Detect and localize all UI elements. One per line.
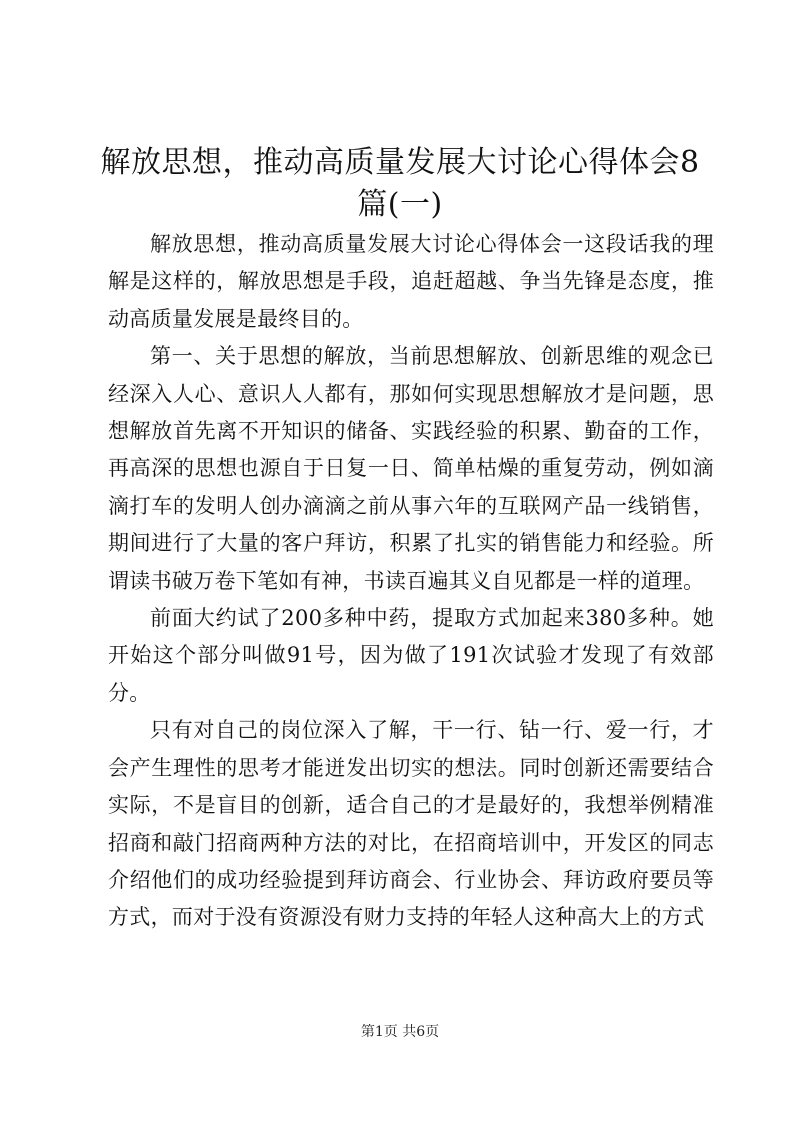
paragraph: 解放思想，推动高质量发展大讨论心得体会一这段话我的理解是这样的，解放思想是手段，追赶超越、争当先锋是态度，推动高质量发展是最终目的。 — [108, 232, 714, 331]
page-footer: 第1页 共6页 — [360, 1024, 440, 1040]
paragraph: 前面大约试了200多种中药，提取方式加起来380多种。她开始这个部分叫做91号，因为做了191次试验才发现了有效部分。 — [108, 606, 714, 705]
document-body — [108, 226, 714, 937]
paragraph: 只有对自己的岗位深入了解，干一行、钻一行、爱一行，才会产生理性的思考才能迸发出切实的想法。同时创新还需要结合实际，不是盲目的创新，适合自己的才是最好的，我想举例精准招商和敲门招商两种方法的对比，在招商培训中，开发区的同志介绍他们的成功经验提到拜访商会、行业协会、拜访政府要员等方式，而对于没有资源没有财力支持的年轻人这种高大上的方式 — [108, 718, 714, 930]
paragraph: 第一、关于思想的解放，当前思想解放、创新思维的观念已经深入人心、意识人人都有，那如何实现思想解放才是问题，思想解放首先离不开知识的储备、实践经验的积累、勤奋的工作，再高深的思想也源自于日复一日、简单枯燥的重复劳动，例如滴滴打车的发明人创办滴滴之前从事六年的互联网产品一线销售，期间进行了大量的客户拜访，积累了扎实的销售能力和经验。所谓读书破万卷下笔如有神，书读百遍其义自见都是一样的道理。 — [108, 344, 714, 593]
document-title: 解放思想，推动高质量发展大讨论心得体会8篇(一) — [100, 145, 700, 222]
